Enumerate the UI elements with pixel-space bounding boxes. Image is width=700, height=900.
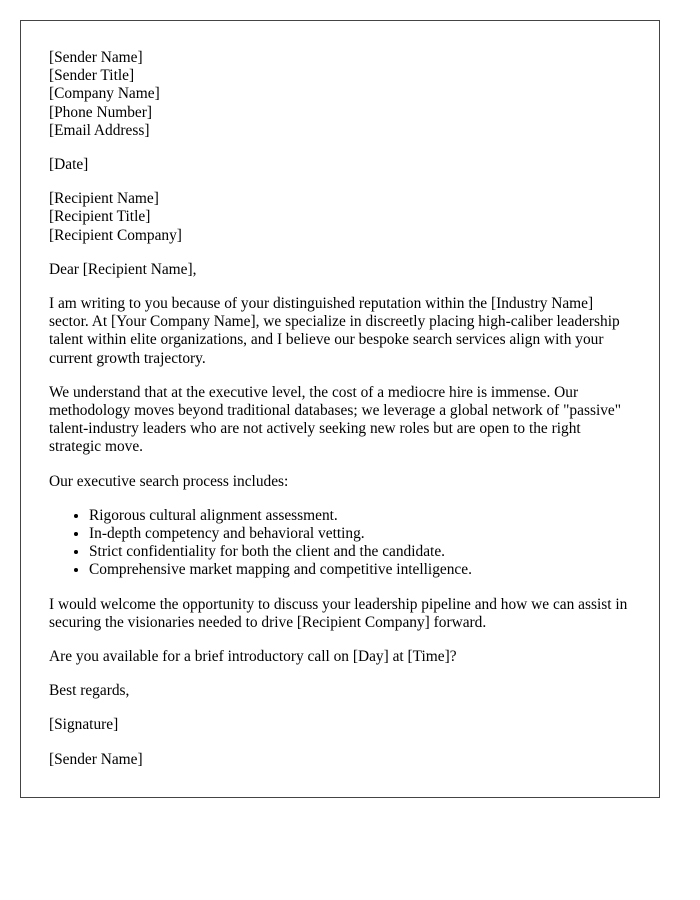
recipient-block — [49, 190, 631, 245]
body-paragraph-intro: I am writing to you because of your distinguished reputation within the [Industry Name] sector. At [Your Company Name], we specialize in discreetly placing high-caliber leadership talent within elite organizations, and I believe our bespoke search services align with your current growth trajectory. — [49, 295, 620, 367]
signature-name: [Sender Name] — [49, 750, 143, 768]
process-list — [49, 507, 631, 580]
signature-placeholder: [Signature] — [49, 716, 119, 734]
process-list-item: • In-depth competency and behavioral vetting. — [89, 525, 631, 543]
process-list-item: • Rigorous cultural alignment assessment. — [89, 507, 631, 525]
recipient-title: [Recipient Title] — [49, 208, 151, 226]
body-paragraph-process-intro: Our executive search process includes: — [49, 472, 289, 490]
sender-company: [Company Name] — [49, 85, 160, 103]
sender-phone: [Phone Number] — [49, 103, 153, 121]
sender-title: [Sender Title] — [49, 67, 135, 85]
salutation: Dear [Recipient Name], — [49, 260, 197, 278]
body-paragraph-methodology: We understand that at the executive level, the cost of a mediocre hire is immense. Our methodology moves beyond traditional databases; we leverage a global network of "passive" talent-industry leaders who are not actively seeking new roles but are open to the right strategic move. — [49, 383, 622, 456]
sender-block — [49, 49, 631, 140]
body-paragraph-call-request: Are you available for a brief introductory call on [Day] at [Time]? — [49, 648, 457, 666]
sender-email: [Email Address] — [49, 121, 150, 139]
recipient-name: [Recipient Name] — [49, 190, 159, 208]
body-paragraph-invitation: I would welcome the opportunity to discuss your leadership pipeline and how we can assist in securing the visionaries needed to drive [Recipient Company] forward. — [49, 595, 628, 631]
process-list-item: • Strict confidentiality for both the client and the candidate. — [89, 543, 631, 561]
sender-name: [Sender Name] — [49, 49, 143, 66]
sign-off: Best regards, — [49, 682, 130, 700]
letter-date: [Date] — [49, 156, 89, 174]
process-list-item: • Comprehensive market mapping and competitive intelligence. — [89, 561, 631, 579]
recipient-company: [Recipient Company] — [49, 226, 182, 244]
letter-page — [20, 20, 660, 798]
